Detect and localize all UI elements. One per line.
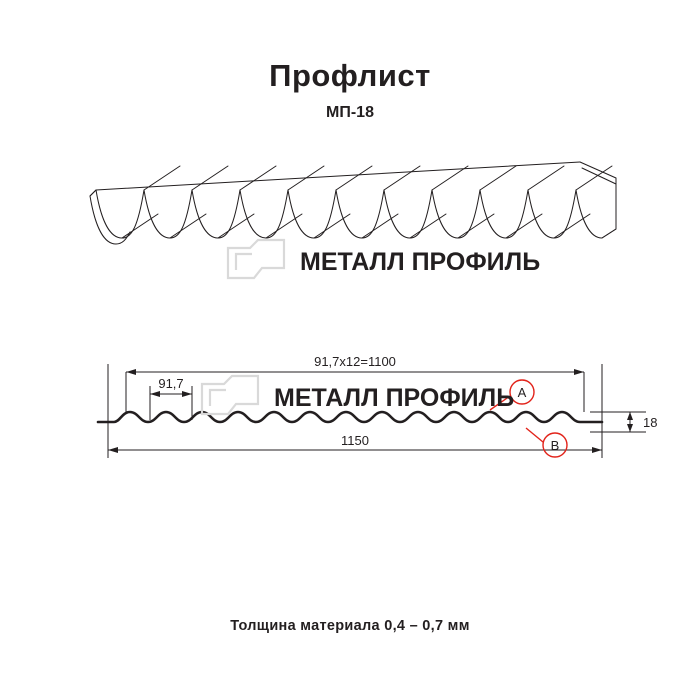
callout-b-label: B xyxy=(550,438,560,453)
dimension-height-label: 18 xyxy=(643,415,658,430)
cross-section-dimension-drawing xyxy=(90,350,658,470)
dimension-total-width-label: 1150 xyxy=(341,433,369,448)
dimension-overall-span-label: 91,7x12=1100 xyxy=(314,354,396,369)
svg-text:МЕТАЛЛ ПРОФИЛЬ: МЕТАЛЛ ПРОФИЛЬ xyxy=(300,248,541,276)
svg-text:МЕТАЛЛ ПРОФИЛЬ: МЕТАЛЛ ПРОФИЛЬ xyxy=(274,384,515,412)
material-thickness-note: Толщина материала 0,4 – 0,7 мм xyxy=(230,618,470,634)
page-title: Профлист xyxy=(269,58,431,93)
callout-a-label: A xyxy=(517,385,527,400)
product-code: МП-18 xyxy=(326,104,374,121)
isometric-sheet-illustration xyxy=(60,140,650,290)
dimension-pitch-label: 91,7 xyxy=(158,376,184,391)
